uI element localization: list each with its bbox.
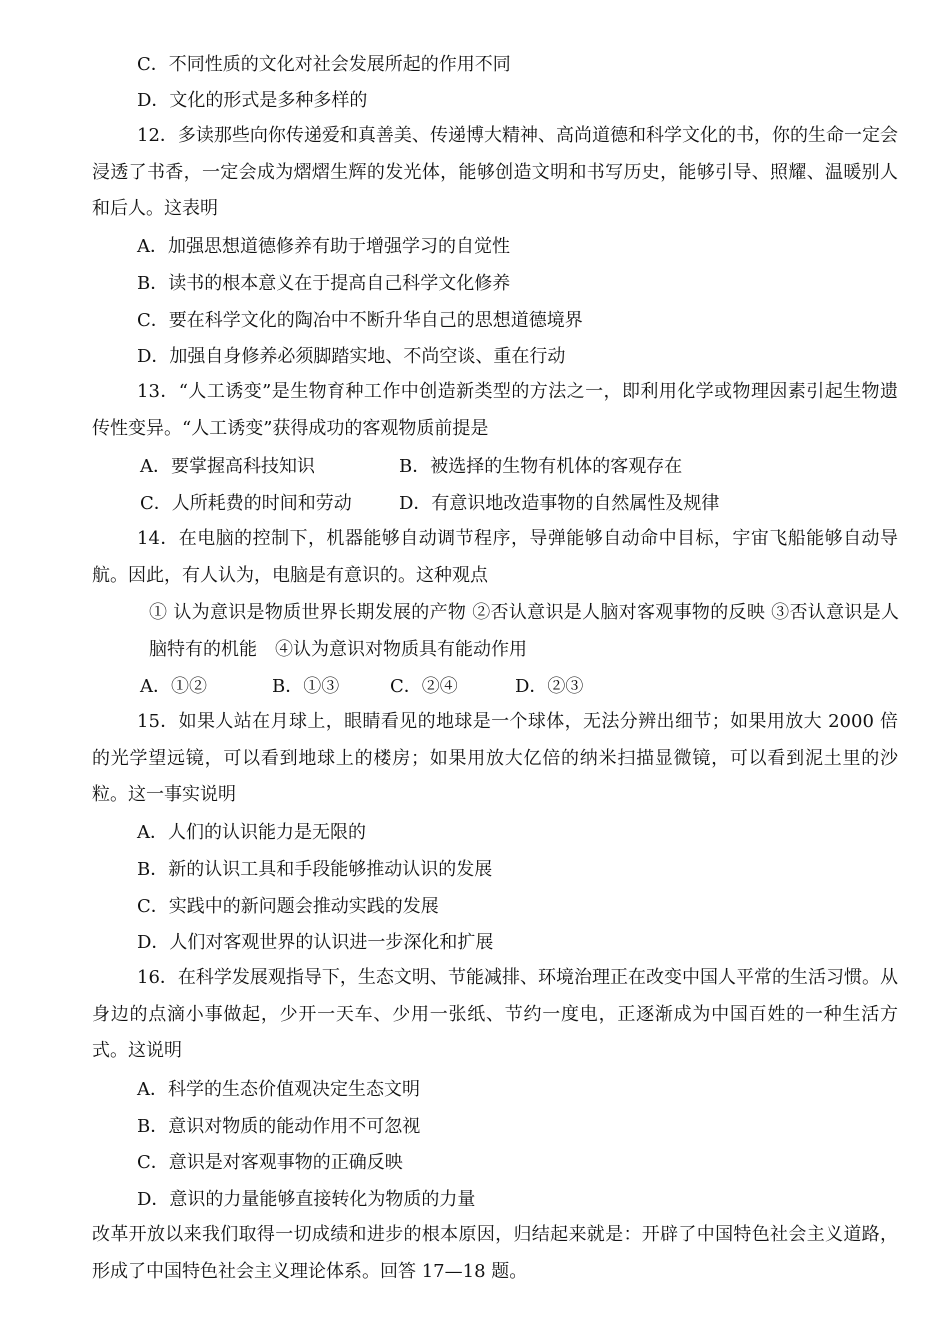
q14-statements: ① 认为意识是物质世界长期发展的产物 ②否认意识是人脑对客观事物的反映 ③否认意识是人脑特有的机能 ④认为意识对物质具有能动作用 [149, 602, 899, 660]
q12-option-b: B．读书的根本意义在于提高自己科学文化修养 [137, 273, 511, 294]
q16-option-d: D．意识的力量能够直接转化为物质的力量 [137, 1189, 476, 1210]
q11-option-c: C．不同性质的文化对社会发展所起的作用不同 [137, 54, 511, 75]
intro-17-18: 改革开放以来我们取得一切成绩和进步的根本原因，归结起来就是：开辟了中国特色社会主义道路，形成了中国特色社会主义理论体系。回答 17—18 题。 [92, 1224, 898, 1282]
q15-option-b: B．新的认识工具和手段能够推动认识的发展 [137, 859, 493, 880]
q14-option-a: A．①② [140, 676, 207, 697]
q12-option-a: A．加强思想道德修养有助于增强学习的自觉性 [137, 236, 510, 257]
q11-option-d: D．文化的形式是多种多样的 [137, 90, 368, 111]
q16-option-b: B．意识对物质的能动作用不可忽视 [137, 1116, 421, 1137]
q12-option-c: C．要在科学文化的陶冶中不断升华自己的思想道德境界 [137, 310, 583, 331]
q15-option-d: D．人们对客观世界的认识进一步深化和扩展 [137, 932, 494, 953]
q12-stem: 12．多读那些向你传递爱和真善美、传递博大精神、高尚道德和科学文化的书，你的生命一定会浸透了书香，一定会成为熠熠生辉的发光体，能够创造文明和书写历史，能够引导、照耀、温暖别人和后人。这表明 [92, 125, 898, 220]
q13-option-b: B．被选择的生物有机体的客观存在 [399, 456, 683, 477]
q13-option-c: C．人所耗费的时间和劳动 [140, 493, 352, 514]
q16-option-a: A．科学的生态价值观决定生态文明 [137, 1079, 420, 1100]
q14-stem: 14．在电脑的控制下，机器能够自动调节程序，导弹能够自动命中目标，宇宙飞船能够自动导航。因此，有人认为，电脑是有意识的。这种观点 [92, 528, 898, 586]
q15-option-a: A．人们的认识能力是无限的 [137, 822, 366, 843]
q16-stem: 16．在科学发展观指导下，生态文明、节能减排、环境治理正在改变中国人平常的生活习惯。从身边的点滴小事做起，少开一天车、少用一张纸、节约一度电，正逐渐成为中国百姓的一种生活方式。这说明 [92, 967, 898, 1062]
q15-stem: 15．如果人站在月球上，眼睛看见的地球是一个球体，无法分辨出细节；如果用放大 2000 倍的光学望远镜，可以看到地球上的楼房；如果用放大亿倍的纳米扫描显微镜，可以看到泥土里的沙粒。这一事实说明 [92, 711, 898, 806]
q13-option-d: D．有意识地改造事物的自然属性及规律 [399, 493, 720, 514]
q12-option-d: D．加强自身修养必须脚踏实地、不尚空谈、重在行动 [137, 346, 566, 367]
q15-option-c: C．实践中的新问题会推动实践的发展 [137, 896, 439, 917]
q16-option-c: C．意识是对客观事物的正确反映 [137, 1152, 403, 1173]
q13-stem: 13．“人工诱变”是生物育种工作中创造新类型的方法之一，即利用化学或物理因素引起生物遗传性变异。“人工诱变”获得成功的客观物质前提是 [92, 381, 898, 439]
q13-option-a: A．要掌握高科技知识 [140, 456, 315, 477]
q14-option-d: D．②③ [515, 676, 584, 697]
q14-option-b: B．①③ [272, 676, 340, 697]
q14-option-c: C．②④ [390, 676, 458, 697]
